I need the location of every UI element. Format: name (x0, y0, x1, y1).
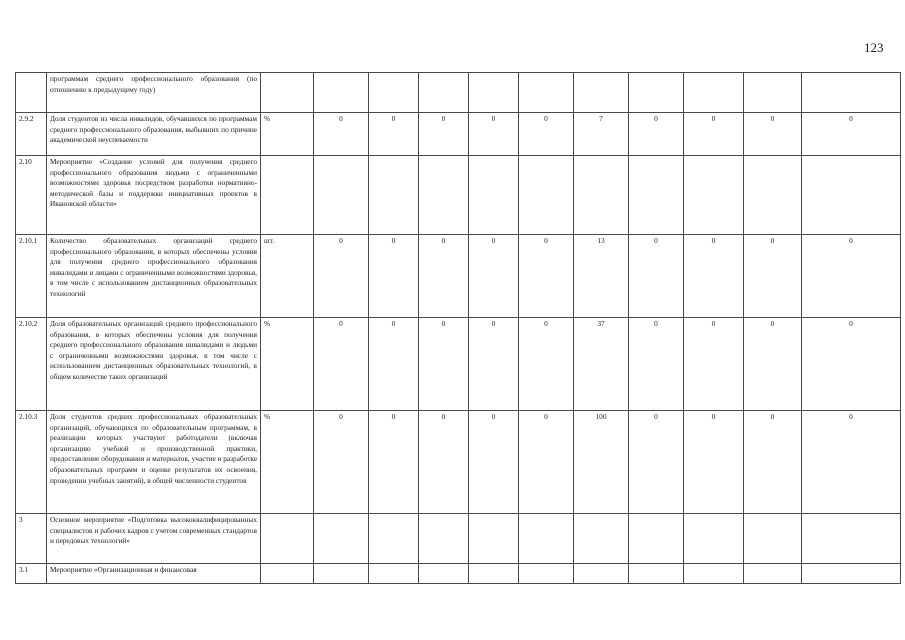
value-cell: 0 (314, 113, 369, 156)
unit-cell (261, 564, 314, 584)
value-cell (469, 564, 519, 584)
unit-cell: % (261, 113, 314, 156)
value-cell: 0 (629, 318, 684, 411)
value-cell: 0 (519, 318, 574, 411)
value-cell (314, 564, 369, 584)
indicator-description-cell: Основное мероприятие «Подготовка высококвалифицированных специалистов и рабочих кадров с учетом современных стандартов и передовых технологий» (47, 514, 261, 564)
value-cell: 0 (519, 411, 574, 514)
value-cell: 0 (369, 235, 419, 318)
table-row (16, 156, 901, 235)
row-number-cell: 2.10.1 (16, 235, 47, 318)
value-cell: 37 (574, 318, 629, 411)
value-cell (314, 156, 369, 235)
value-cell: 0 (684, 411, 744, 514)
table-row (16, 73, 901, 113)
value-cell: 0 (469, 235, 519, 318)
value-cell: 0 (744, 235, 802, 318)
indicator-description-cell: Доля студентов из числа инвалидов, обучавшихся по программам среднего профессионального образования, выбывших по причине академической неуспеваемости (47, 113, 261, 156)
value-cell (744, 564, 802, 584)
value-cell: 0 (802, 235, 901, 318)
indicator-description-cell: Количество образовательных организаций среднего профессионального образования, в которых обеспечены условия для получения среднего профессионального образования инвалидами и лицами с ограниченными возможностями здоровья, в том числе с использованием дистанционных образовательных технологий (47, 235, 261, 318)
value-cell (684, 73, 744, 113)
value-cell: 0 (314, 411, 369, 514)
value-cell: 0 (684, 235, 744, 318)
value-cell: 0 (419, 113, 469, 156)
value-cell: 0 (629, 235, 684, 318)
value-cell (802, 514, 901, 564)
value-cell: 0 (369, 318, 419, 411)
table-row (16, 235, 901, 318)
value-cell (802, 73, 901, 113)
value-cell: 0 (744, 411, 802, 514)
value-cell (419, 514, 469, 564)
value-cell: 0 (369, 411, 419, 514)
unit-cell (261, 156, 314, 235)
value-cell (684, 156, 744, 235)
table-row (16, 411, 901, 514)
value-cell: 0 (419, 318, 469, 411)
value-cell (519, 564, 574, 584)
indicator-description-cell: Доля студентов средних профессиональных образовательных организаций, обучающихся по образовательным программам, в реализации которых участвуют работодатели (включая организацию учебной и производственной практики, предоставление оборудования и материалов, участие в разработке образовательных программ и оценке результатов их освоения, проведении учебных занятий), в общей численности студентов (47, 411, 261, 514)
unit-cell (261, 514, 314, 564)
value-cell: 0 (629, 411, 684, 514)
value-cell (469, 73, 519, 113)
row-number-cell: 3.1 (16, 564, 47, 584)
unit-cell: % (261, 411, 314, 514)
value-cell (744, 73, 802, 113)
value-cell: 0 (519, 113, 574, 156)
value-cell: 0 (744, 318, 802, 411)
value-cell (369, 514, 419, 564)
value-cell (629, 156, 684, 235)
value-cell (369, 564, 419, 584)
value-cell (744, 514, 802, 564)
value-cell (519, 73, 574, 113)
value-cell (629, 73, 684, 113)
value-cell (419, 156, 469, 235)
indicators-table (15, 72, 901, 584)
value-cell (419, 73, 469, 113)
value-cell: 0 (629, 113, 684, 156)
value-cell (369, 156, 419, 235)
value-cell: 0 (314, 235, 369, 318)
value-cell: 0 (802, 318, 901, 411)
value-cell (419, 564, 469, 584)
value-cell: 13 (574, 235, 629, 318)
value-cell: 0 (419, 235, 469, 318)
value-cell: 0 (802, 411, 901, 514)
value-cell: 0 (369, 113, 419, 156)
value-cell (744, 156, 802, 235)
row-number-cell: 2.10.2 (16, 318, 47, 411)
value-cell (802, 564, 901, 584)
value-cell: 0 (684, 318, 744, 411)
value-cell (469, 156, 519, 235)
value-cell (519, 156, 574, 235)
unit-cell (261, 73, 314, 113)
table-row (16, 113, 901, 156)
value-cell: 0 (314, 318, 369, 411)
table-row (16, 564, 901, 584)
value-cell: 0 (684, 113, 744, 156)
value-cell: 0 (744, 113, 802, 156)
value-cell (684, 564, 744, 584)
row-number-cell: 2.10 (16, 156, 47, 235)
table-row (16, 514, 901, 564)
value-cell: 0 (419, 411, 469, 514)
value-cell (314, 514, 369, 564)
table-row (16, 318, 901, 411)
row-number-cell: 3 (16, 514, 47, 564)
indicator-description-cell: Доля образовательных организаций среднего профессионального образования, в которых обеспечены условия для получения среднего профессионального образования инвалидами и людьми с ограниченными возможностями здоровья, в том числе с использованием дистанционных образовательных технологий, в общем количестве таких организаций (47, 318, 261, 411)
value-cell (629, 514, 684, 564)
unit-cell: шт. (261, 235, 314, 318)
row-number-cell: 2.9.2 (16, 113, 47, 156)
value-cell (684, 514, 744, 564)
row-number-cell: 2.10.3 (16, 411, 47, 514)
value-cell: 0 (469, 113, 519, 156)
value-cell (574, 73, 629, 113)
value-cell (314, 73, 369, 113)
unit-cell: % (261, 318, 314, 411)
indicator-description-cell: Мероприятие «Организационная и финансовая (47, 564, 261, 584)
value-cell (519, 514, 574, 564)
value-cell: 0 (469, 318, 519, 411)
value-cell (802, 156, 901, 235)
value-cell (369, 73, 419, 113)
indicator-description-cell: программам среднего профессионального образования (по отношению к предыдущему году) (47, 73, 261, 113)
value-cell (574, 514, 629, 564)
indicator-description-cell: Мероприятие «Создание условий для получения среднего профессионального образования людьми с ограниченными возможностями здоровья посредством разработки нормативно-методической базы и поддержки инициативных проектов в Ивановской области» (47, 156, 261, 235)
value-cell: 100 (574, 411, 629, 514)
value-cell (574, 156, 629, 235)
value-cell (574, 564, 629, 584)
value-cell (469, 514, 519, 564)
value-cell: 0 (802, 113, 901, 156)
value-cell: 7 (574, 113, 629, 156)
page-number: 123 (864, 40, 884, 55)
row-number-cell (16, 73, 47, 113)
value-cell: 0 (519, 235, 574, 318)
value-cell (629, 564, 684, 584)
value-cell: 0 (469, 411, 519, 514)
